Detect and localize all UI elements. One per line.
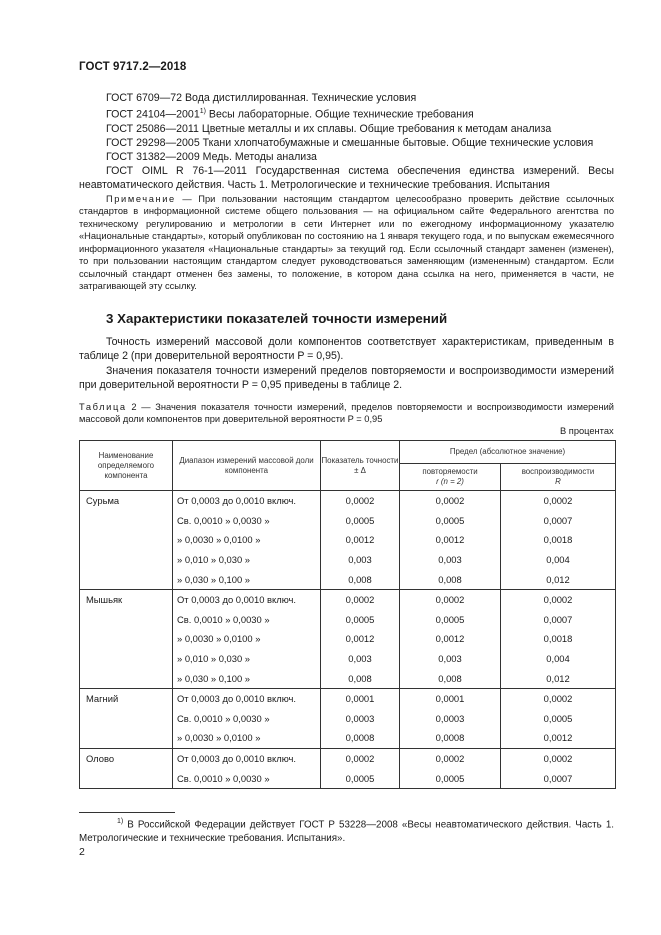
reference-item: ГОСТ 29298—2005 Ткани хлопчатобумажные и смешанные бытовые. Общие технические условия — [106, 136, 594, 149]
reproducibility-cell: 0,004 — [501, 550, 616, 570]
header-limit: Предел (абсолютное значение) — [400, 441, 616, 464]
range-cell: Св. 0,0010 » 0,0030 » — [173, 511, 321, 531]
range-cell: Св. 0,0010 » 0,0030 » — [173, 610, 321, 630]
table-caption — [79, 401, 614, 426]
paragraph: Точность измерений массовой доли компонентов соответствует характеристикам, приведенным в таблице 2 (при доверительной вероятности P = 0,95). — [79, 336, 614, 363]
header-component: Наименование определяемого компонента — [80, 441, 173, 491]
repeatability-cell: 0,0001 — [400, 688, 501, 708]
header-range: Диапазон измерений массовой доли компонента — [173, 441, 321, 491]
note — [79, 193, 614, 293]
accuracy-cell: 0,0012 — [321, 530, 400, 550]
section-title: 3 Характеристики показателей точности измерений — [106, 311, 448, 326]
accuracy-cell: 0,003 — [321, 649, 400, 669]
table-unit: В процентах — [560, 426, 614, 436]
range-cell: » 0,0030 » 0,0100 » — [173, 629, 321, 649]
reference-text: ГОСТ 24104—2001 — [106, 108, 200, 121]
range-cell: » 0,0030 » 0,0100 » — [173, 728, 321, 748]
header-repeatability-label: повторяемости — [422, 467, 478, 476]
accuracy-cell: 0,0002 — [321, 589, 400, 609]
repeatability-cell: 0,008 — [400, 569, 501, 589]
reproducibility-cell: 0,012 — [501, 668, 616, 688]
accuracy-cell: 0,0005 — [321, 511, 400, 531]
header-reproducibility-symbol: R — [555, 477, 561, 486]
footnote-text: В Российской Федерации действует ГОСТ Р 53228—2008 «Весы неавтоматического действия. Часть 1. Метрологические и технические требования. Испытания». — [79, 819, 614, 844]
footnote-mark: 1) — [117, 818, 124, 825]
accuracy-table — [79, 440, 616, 789]
accuracy-cell: 0,008 — [321, 668, 400, 688]
range-cell: От 0,0003 до 0,0010 включ. — [173, 589, 321, 609]
range-cell: » 0,010 » 0,030 » — [173, 550, 321, 570]
accuracy-cell: 0,008 — [321, 569, 400, 589]
paragraph: Значения показателя точности измерений пределов повторяемости и воспроизводимости измерений при доверительной вероятности P = 0,95 приведены в таблице 2. — [79, 365, 614, 392]
range-cell: » 0,010 » 0,030 » — [173, 649, 321, 669]
accuracy-cell: 0,003 — [321, 550, 400, 570]
header-reproducibility-label: воспроизводимости — [521, 467, 595, 476]
header-repeatability — [400, 464, 501, 491]
component-name: Олово — [80, 748, 173, 788]
reference-text: Весы лабораторные. Общие технические требования — [205, 108, 474, 121]
note-label: Примечание — [106, 194, 176, 204]
repeatability-cell: 0,008 — [400, 668, 501, 688]
accuracy-cell: 0,0012 — [321, 629, 400, 649]
page-number: 2 — [79, 846, 85, 858]
table-body — [80, 491, 616, 789]
repeatability-cell: 0,0005 — [400, 768, 501, 788]
reproducibility-cell: 0,0007 — [501, 610, 616, 630]
range-cell: Св. 0,0010 » 0,0030 » — [173, 709, 321, 729]
header-reproducibility — [501, 464, 616, 491]
range-cell: От 0,0003 до 0,0010 включ. — [173, 491, 321, 511]
table-row — [80, 748, 616, 768]
component-name: Мышьяк — [80, 589, 173, 688]
table-row — [80, 688, 616, 708]
component-name: Сурьма — [80, 491, 173, 590]
footnote — [79, 815, 614, 845]
reproducibility-cell: 0,0018 — [501, 530, 616, 550]
repeatability-cell: 0,0005 — [400, 610, 501, 630]
range-cell: От 0,0003 до 0,0010 включ. — [173, 688, 321, 708]
repeatability-cell: 0,0012 — [400, 629, 501, 649]
reproducibility-cell: 0,0002 — [501, 589, 616, 609]
reproducibility-cell: 0,0002 — [501, 491, 616, 511]
repeatability-cell: 0,0002 — [400, 589, 501, 609]
reproducibility-cell: 0,0007 — [501, 511, 616, 531]
component-name: Магний — [80, 688, 173, 748]
accuracy-cell: 0,0005 — [321, 768, 400, 788]
header-repeatability-symbol: r (n = 2) — [436, 477, 464, 486]
reproducibility-cell: 0,012 — [501, 569, 616, 589]
header-accuracy: Показатель точности ± Δ — [321, 441, 400, 491]
document-header: ГОСТ 9717.2—2018 — [79, 61, 187, 73]
table-caption-label: Таблица — [79, 402, 127, 412]
reference-item: ГОСТ 31382—2009 Медь. Методы анализа — [106, 150, 317, 163]
reproducibility-cell: 0,0002 — [501, 688, 616, 708]
table-row — [80, 491, 616, 511]
accuracy-cell: 0,0005 — [321, 610, 400, 630]
accuracy-cell: 0,0002 — [321, 491, 400, 511]
footnote-ref[interactable]: 1) — [199, 108, 206, 116]
footnote-separator — [79, 812, 175, 813]
reproducibility-cell: 0,0007 — [501, 768, 616, 788]
accuracy-cell: 0,0008 — [321, 728, 400, 748]
repeatability-cell: 0,0008 — [400, 728, 501, 748]
range-cell: » 0,0030 » 0,0100 » — [173, 530, 321, 550]
reproducibility-cell: 0,004 — [501, 649, 616, 669]
reference-item — [79, 105, 614, 122]
table-caption-text: 2 — Значения показателя точности измерений, пределов повторяемости и воспроизводимости измерений массовой доли компонентов при доверительной вероятности P = 0,95 — [79, 402, 614, 425]
reproducibility-cell: 0,0018 — [501, 629, 616, 649]
repeatability-cell: 0,0012 — [400, 530, 501, 550]
repeatability-cell: 0,003 — [400, 550, 501, 570]
repeatability-cell: 0,0002 — [400, 748, 501, 768]
range-cell: Св. 0,0010 » 0,0030 » — [173, 768, 321, 788]
reproducibility-cell: 0,0005 — [501, 709, 616, 729]
reference-item: ГОСТ 25086—2011 Цветные металлы и их сплавы. Общие требования к методам анализа — [106, 122, 552, 135]
repeatability-cell: 0,0002 — [400, 491, 501, 511]
repeatability-cell: 0,003 — [400, 649, 501, 669]
normative-references — [79, 91, 614, 192]
reproducibility-cell: 0,0002 — [501, 748, 616, 768]
reproducibility-cell: 0,0012 — [501, 728, 616, 748]
accuracy-cell: 0,0001 — [321, 688, 400, 708]
repeatability-cell: 0,0005 — [400, 511, 501, 531]
accuracy-cell: 0,0002 — [321, 748, 400, 768]
repeatability-cell: 0,0003 — [400, 709, 501, 729]
reference-item: ГОСТ OIML R 76-1—2011 Государственная система обеспечения единства измерений. Весы неавтоматического действия. Часть 1. Метрологические и технические требования. Испытания — [79, 165, 614, 192]
range-cell: От 0,0003 до 0,0010 включ. — [173, 748, 321, 768]
accuracy-cell: 0,0003 — [321, 709, 400, 729]
table-row — [80, 589, 616, 609]
range-cell: » 0,030 » 0,100 » — [173, 668, 321, 688]
range-cell: » 0,030 » 0,100 » — [173, 569, 321, 589]
note-text: — При пользовании настоящим стандартом целесообразно проверить действие ссылочных стандартов в информационной системе общего пользования — на официальном сайте Федерального агентства по техническому регулированию и метрологии в сети Интернет или по ежегодному информационному указателю «Национальные стандарты», который опубликован по состоянию на 1 января текущего года, и по выпускам ежемесячного информационного указателя «Национальные стандарты» за текущий год. Если ссылочный стандарт заменен (изменен), то при пользовании настоящим стандартом следует руководствоваться заменяющим (измененным) стандартом. Если ссылочный стандарт отменен без замены, то положение, в котором дана ссылка на него, применяется в части, не затрагивающей эту ссылку. — [79, 194, 614, 292]
reference-item: ГОСТ 6709—72 Вода дистиллированная. Технические условия — [106, 92, 417, 104]
